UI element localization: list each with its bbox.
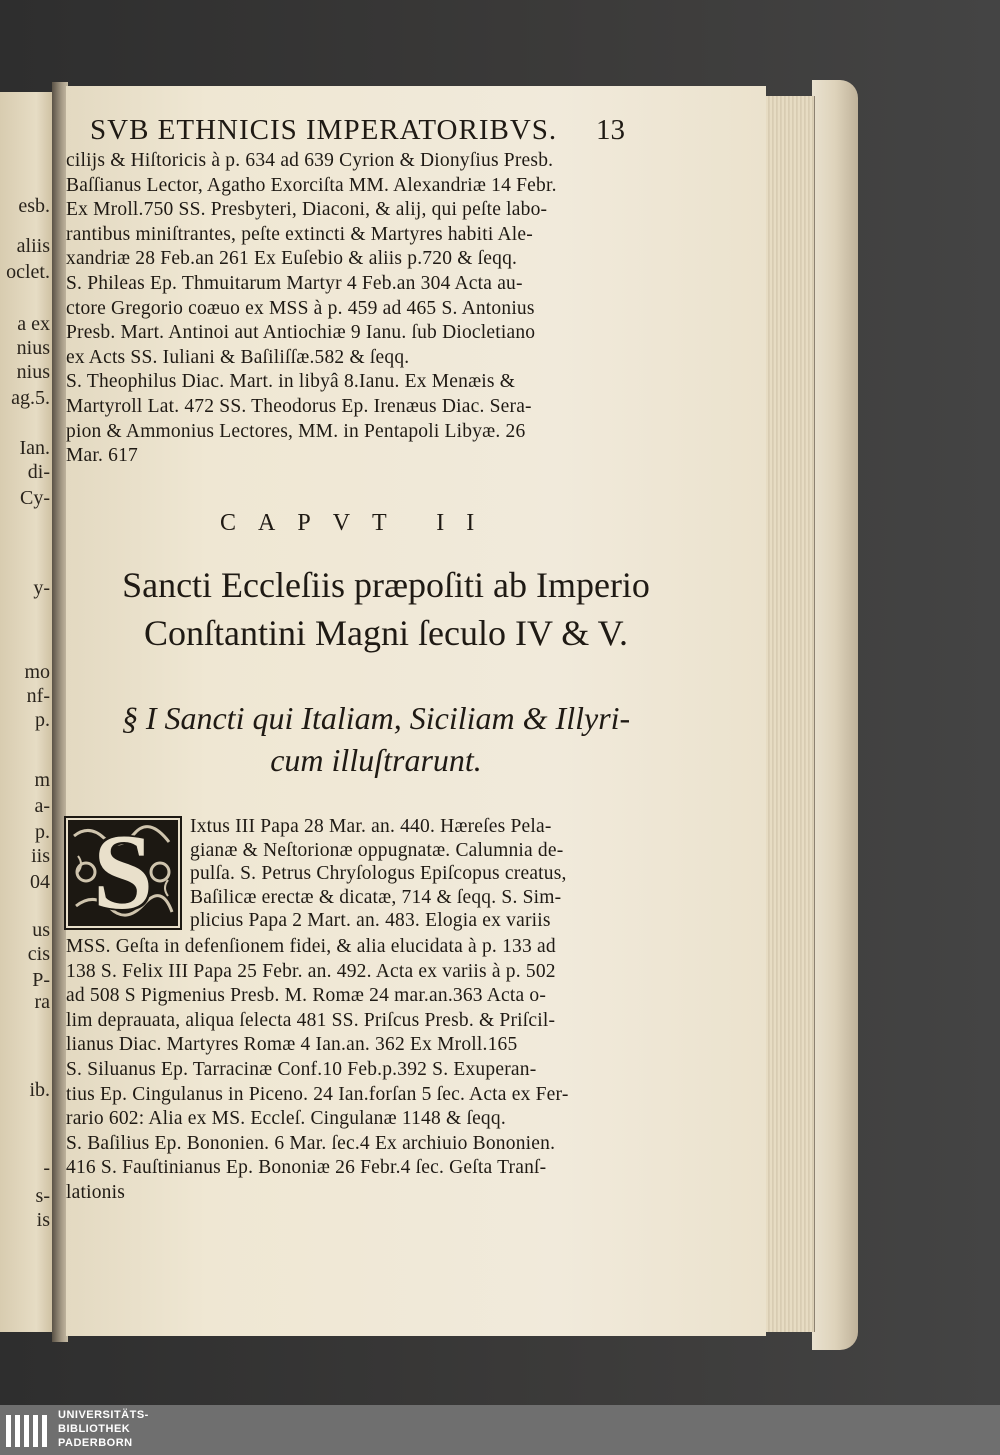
text-line: lationis (66, 1182, 126, 1203)
left-page-fragment: aliis (16, 235, 50, 257)
library-logo-text-line: UNIVERSITÄTS- (58, 1409, 149, 1421)
text-line: xandriæ 28 Feb.an 261 Ex Euſebio & aliis p.720 & ſeqq. (66, 248, 518, 270)
chapter-title-line-1: Sancti Eccleſiis præpoſiti ab Imperio (122, 565, 650, 605)
left-page-fragment: us (32, 919, 50, 941)
text-line: Ex Mroll.750 SS. Presbyteri, Diaconi, & alij, qui peſte labo- (66, 199, 548, 221)
left-page-fragment: p. (35, 821, 50, 843)
page-stack-edge (766, 96, 815, 1332)
text-line: ex Acts SS. Iuliani & Baſiliſſæ.582 & ſeqq. (66, 346, 410, 368)
left-page-fragment: di- (27, 461, 50, 483)
left-page-fragment: a- (34, 795, 50, 817)
text-line: S. Phileas Ep. Thmuitarum Martyr 4 Feb.an 304 Acta au- (66, 273, 523, 294)
drop-cap-letter: S (92, 816, 154, 930)
ornamental-drop-cap (64, 816, 182, 930)
text-line: S. Siluanus Ep. Tarracinæ Conf.10 Feb.p.392 S. Exuperan- (66, 1059, 537, 1080)
left-page-fragment: mo (24, 661, 50, 683)
library-footer-bar (0, 1405, 1000, 1455)
left-page-fragment: y- (33, 577, 50, 599)
text-line: rario 602: Alia ex MS. Eccleſ. Cingulanæ 1148 & ſeqq. (66, 1108, 506, 1130)
chapter-title-line-2: Conſtantini Magni ſeculo IV & V. (144, 613, 628, 653)
left-page-fragment: ib. (29, 1079, 50, 1101)
text-line: pion & Ammonius Lectores, MM. in Pentapoli Libyæ. 26 (66, 420, 526, 442)
left-page-fragment: Ian. (19, 437, 50, 459)
text-line: S. Theophilus Diac. Mart. in libyâ 8.Ianu. Ex Menæis & (66, 371, 516, 393)
text-line: Baſilicæ erectæ & dicatæ, 714 & ſeqq. S. Sim- (190, 886, 562, 908)
left-page-fragment: P- (32, 969, 50, 991)
left-page-fragment: ra (34, 991, 50, 1013)
left-page-fragment: 04 (30, 871, 50, 893)
left-page-fragment: nius (16, 361, 50, 383)
library-logo-text-line: BIBLIOTHEK (58, 1423, 131, 1435)
text-line: lim deprauata, aliqua ſelecta 481 SS. Priſcus Presb. & Priſcil- (66, 1009, 556, 1031)
text-line: 416 S. Fauſtinianus Ep. Bononiæ 26 Febr.4 ſec. Geſta Tranſ- (66, 1157, 547, 1179)
book-cover-edge (812, 80, 858, 1350)
text-line: pulſa. S. Petrus Chryſologus Epiſcopus creatus, (190, 863, 567, 885)
text-line: MSS. Geſta in defenſionem fidei, & alia elucidata à p. 133 ad (66, 936, 556, 957)
text-line: Presb. Mart. Antinoi aut Antiochiæ 9 Ianu. ſub Diocletiano (66, 322, 536, 344)
left-page-fragment: Cy- (20, 487, 50, 509)
text-line: rantibus miniſtrantes, peſte extincti & Martyres habiti Ale- (66, 223, 533, 245)
text-line: Baſſianus Lector, Agatho Exorciſta MM. Alexandriæ 14 Febr. (66, 174, 557, 196)
caput-heading: CAPVT II (220, 510, 497, 536)
left-page-fragment: nf- (26, 685, 50, 707)
running-head: SVB ETHNICIS IMPERATORIBVS. (90, 114, 558, 146)
text-line: ad 508 S Pigmenius Presb. M. Romæ 24 mar.an.363 Acta o- (66, 985, 547, 1007)
page-number: 13 (596, 114, 625, 146)
text-line: Ixtus III Papa 28 Mar. an. 440. Hæreſes Pela- (190, 816, 552, 837)
left-page-fragment: p. (35, 709, 50, 731)
left-page-fragment: m (34, 769, 50, 791)
text-line: tius Ep. Cingulanus in Piceno. 24 Ian.forſan 5 ſec. Acta ex Fer- (66, 1083, 569, 1105)
library-logo-text-line: PADERBORN (58, 1437, 133, 1449)
text-line: lianus Diac. Martyres Romæ 4 Ian.an. 362 Ex Mroll.165 (66, 1034, 518, 1056)
left-page-fragment: - (43, 1157, 50, 1179)
left-page-fragment: nius (16, 337, 50, 359)
text-line: ctore Gregorio coæuo ex MSS à p. 459 ad 465 S. Antonius (66, 297, 535, 319)
section-title-line-1: § I Sancti qui Italiam, Siciliam & Illyri- (121, 700, 631, 736)
text-line: Martyroll Lat. 472 SS. Theodorus Ep. Irenæus Diac. Sera- (66, 396, 532, 417)
right-page (66, 86, 766, 1336)
left-page-fragment: s- (35, 1185, 50, 1207)
section-title-line-2: cum illuſtrarunt. (270, 742, 482, 778)
left-page-fragment: a ex (17, 313, 50, 335)
left-page-fragment: esb. (18, 195, 50, 217)
library-logo-icon (6, 1411, 48, 1451)
text-line: gianæ & Neſtorionæ oppugnatæ. Calumnia de- (190, 839, 564, 861)
left-facing-page (0, 92, 54, 1332)
text-line: cilijs & Hiſtoricis à p. 634 ad 639 Cyrion & Dionyſius Presb. (66, 150, 554, 171)
text-line: Mar. 617 (66, 445, 139, 467)
left-page-fragment: oclet. (6, 261, 50, 283)
text-line: plicius Papa 2 Mart. an. 483. Elogia ex variis (190, 910, 551, 932)
text-line: 138 S. Felix III Papa 25 Febr. an. 492. Acta ex variis à p. 502 (66, 960, 556, 982)
text-line: S. Baſilius Ep. Bononien. 6 Mar. ſec.4 Ex archiuio Bononien. (66, 1132, 556, 1154)
left-page-fragment: iis (31, 845, 50, 867)
left-page-fragment: cis (27, 943, 50, 965)
left-page-fragment: ag.5. (11, 387, 50, 409)
left-page-fragment: is (36, 1209, 50, 1231)
